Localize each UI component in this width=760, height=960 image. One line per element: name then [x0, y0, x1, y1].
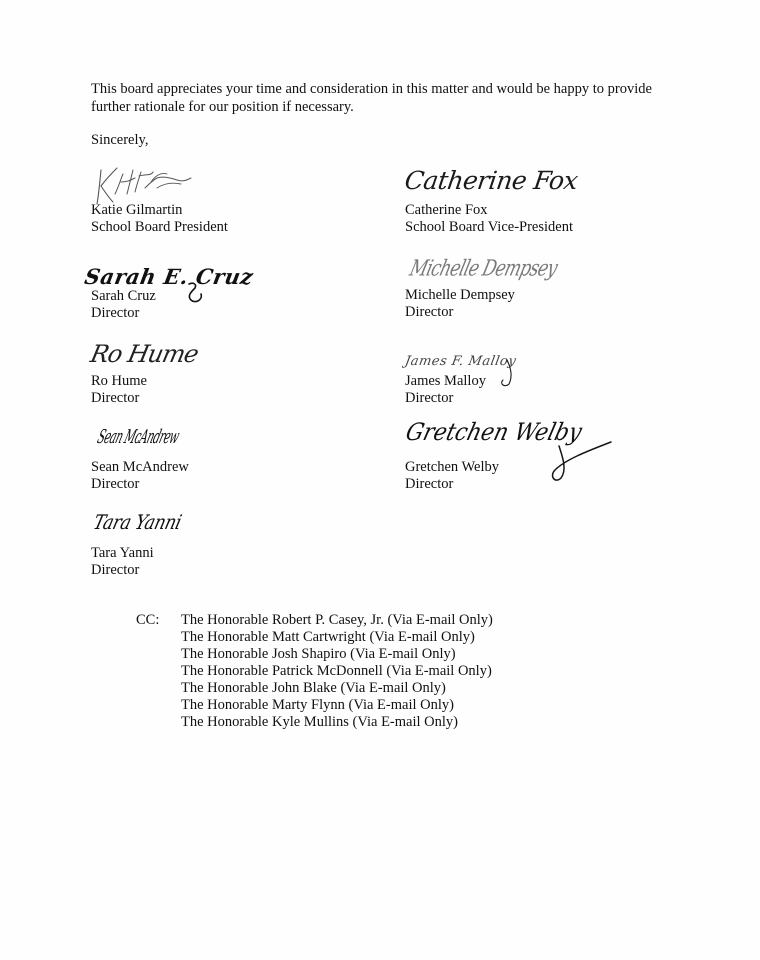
signature-gretchen-welby-image: Gretchen Welby — [403, 418, 585, 446]
signature-block-sean-mcandrew — [91, 424, 371, 504]
signature-sean-mcandrew-image: Sean McAndrew — [95, 426, 182, 448]
signatory-name: Ro Hume — [91, 373, 147, 389]
signatory-title: Director — [91, 305, 140, 321]
signature-block-sarah-cruz — [82, 264, 371, 346]
signatory-name: Katie Gilmartin — [91, 202, 183, 218]
signature-block-ro-hume — [88, 340, 371, 420]
signatory-title: Director — [91, 390, 140, 406]
signature-block-gretchen-welby — [405, 418, 685, 498]
cc-recipient: The Honorable Josh Shapiro (Via E-mail Only) — [181, 646, 456, 662]
signatory-name: Tara Yanni — [91, 545, 154, 561]
signatory-name: Catherine Fox — [405, 202, 488, 218]
signature-underline-flourish-icon — [545, 426, 625, 486]
salutation: Sincerely, — [91, 132, 149, 148]
cc-recipient: The Honorable Robert P. Casey, Jr. (Via E-mail Only) — [181, 612, 493, 628]
signature-catherine-fox-image: Catherine Fox — [402, 166, 580, 195]
signature-sarah-cruz-image: Sarah E. Cruz — [82, 264, 256, 289]
cc-recipient: The Honorable Marty Flynn (Via E-mail Only) — [181, 697, 454, 713]
closing-paragraph: This board appreciates your time and consideration in this matter and would be happy to provide further rationale for our position if necessary. — [91, 81, 652, 115]
signatory-name: Gretchen Welby — [405, 459, 499, 475]
signature-tail-icon — [497, 358, 527, 388]
signature-block-tara-yanni — [91, 506, 371, 586]
signatory-title: Director — [91, 476, 140, 492]
signature-block-michelle-dempsey — [405, 256, 685, 340]
signature-james-malloy-image: James F. Malloy — [403, 354, 518, 369]
signatory-title: Director — [405, 390, 454, 406]
cc-recipient: The Honorable Matt Cartwright (Via E-mail Only) — [181, 629, 475, 645]
signatory-name: Sarah Cruz — [91, 288, 156, 304]
signature-block-catherine-fox — [402, 164, 685, 244]
signatory-name: Michelle Dempsey — [405, 287, 515, 303]
cc-recipient-list — [181, 612, 493, 731]
signatory-title: School Board Vice-President — [405, 219, 573, 235]
signature-michelle-dempsey-image: Michelle Dempsey — [407, 256, 560, 282]
signature-block-katie-gilmartin — [91, 164, 371, 244]
cc-label: CC: — [136, 612, 160, 628]
signatory-title: Director — [91, 562, 140, 578]
signatory-name: Sean McAndrew — [91, 459, 189, 475]
cc-recipient: The Honorable Kyle Mullins (Via E-mail Only) — [181, 714, 458, 730]
signature-flourish-icon — [181, 276, 211, 306]
signatory-title: Director — [405, 304, 454, 320]
signatory-title: Director — [405, 476, 454, 492]
signatory-name: James Malloy — [405, 373, 486, 389]
cc-recipient: The Honorable Patrick McDonnell (Via E-mail Only) — [181, 663, 492, 679]
signature-ro-hume-image: Ro Hume — [88, 340, 201, 368]
signature-tara-yanni-image: Tara Yanni — [91, 510, 184, 534]
signatory-title: School Board President — [91, 219, 228, 235]
cc-recipient: The Honorable John Blake (Via E-mail Only) — [181, 680, 446, 696]
